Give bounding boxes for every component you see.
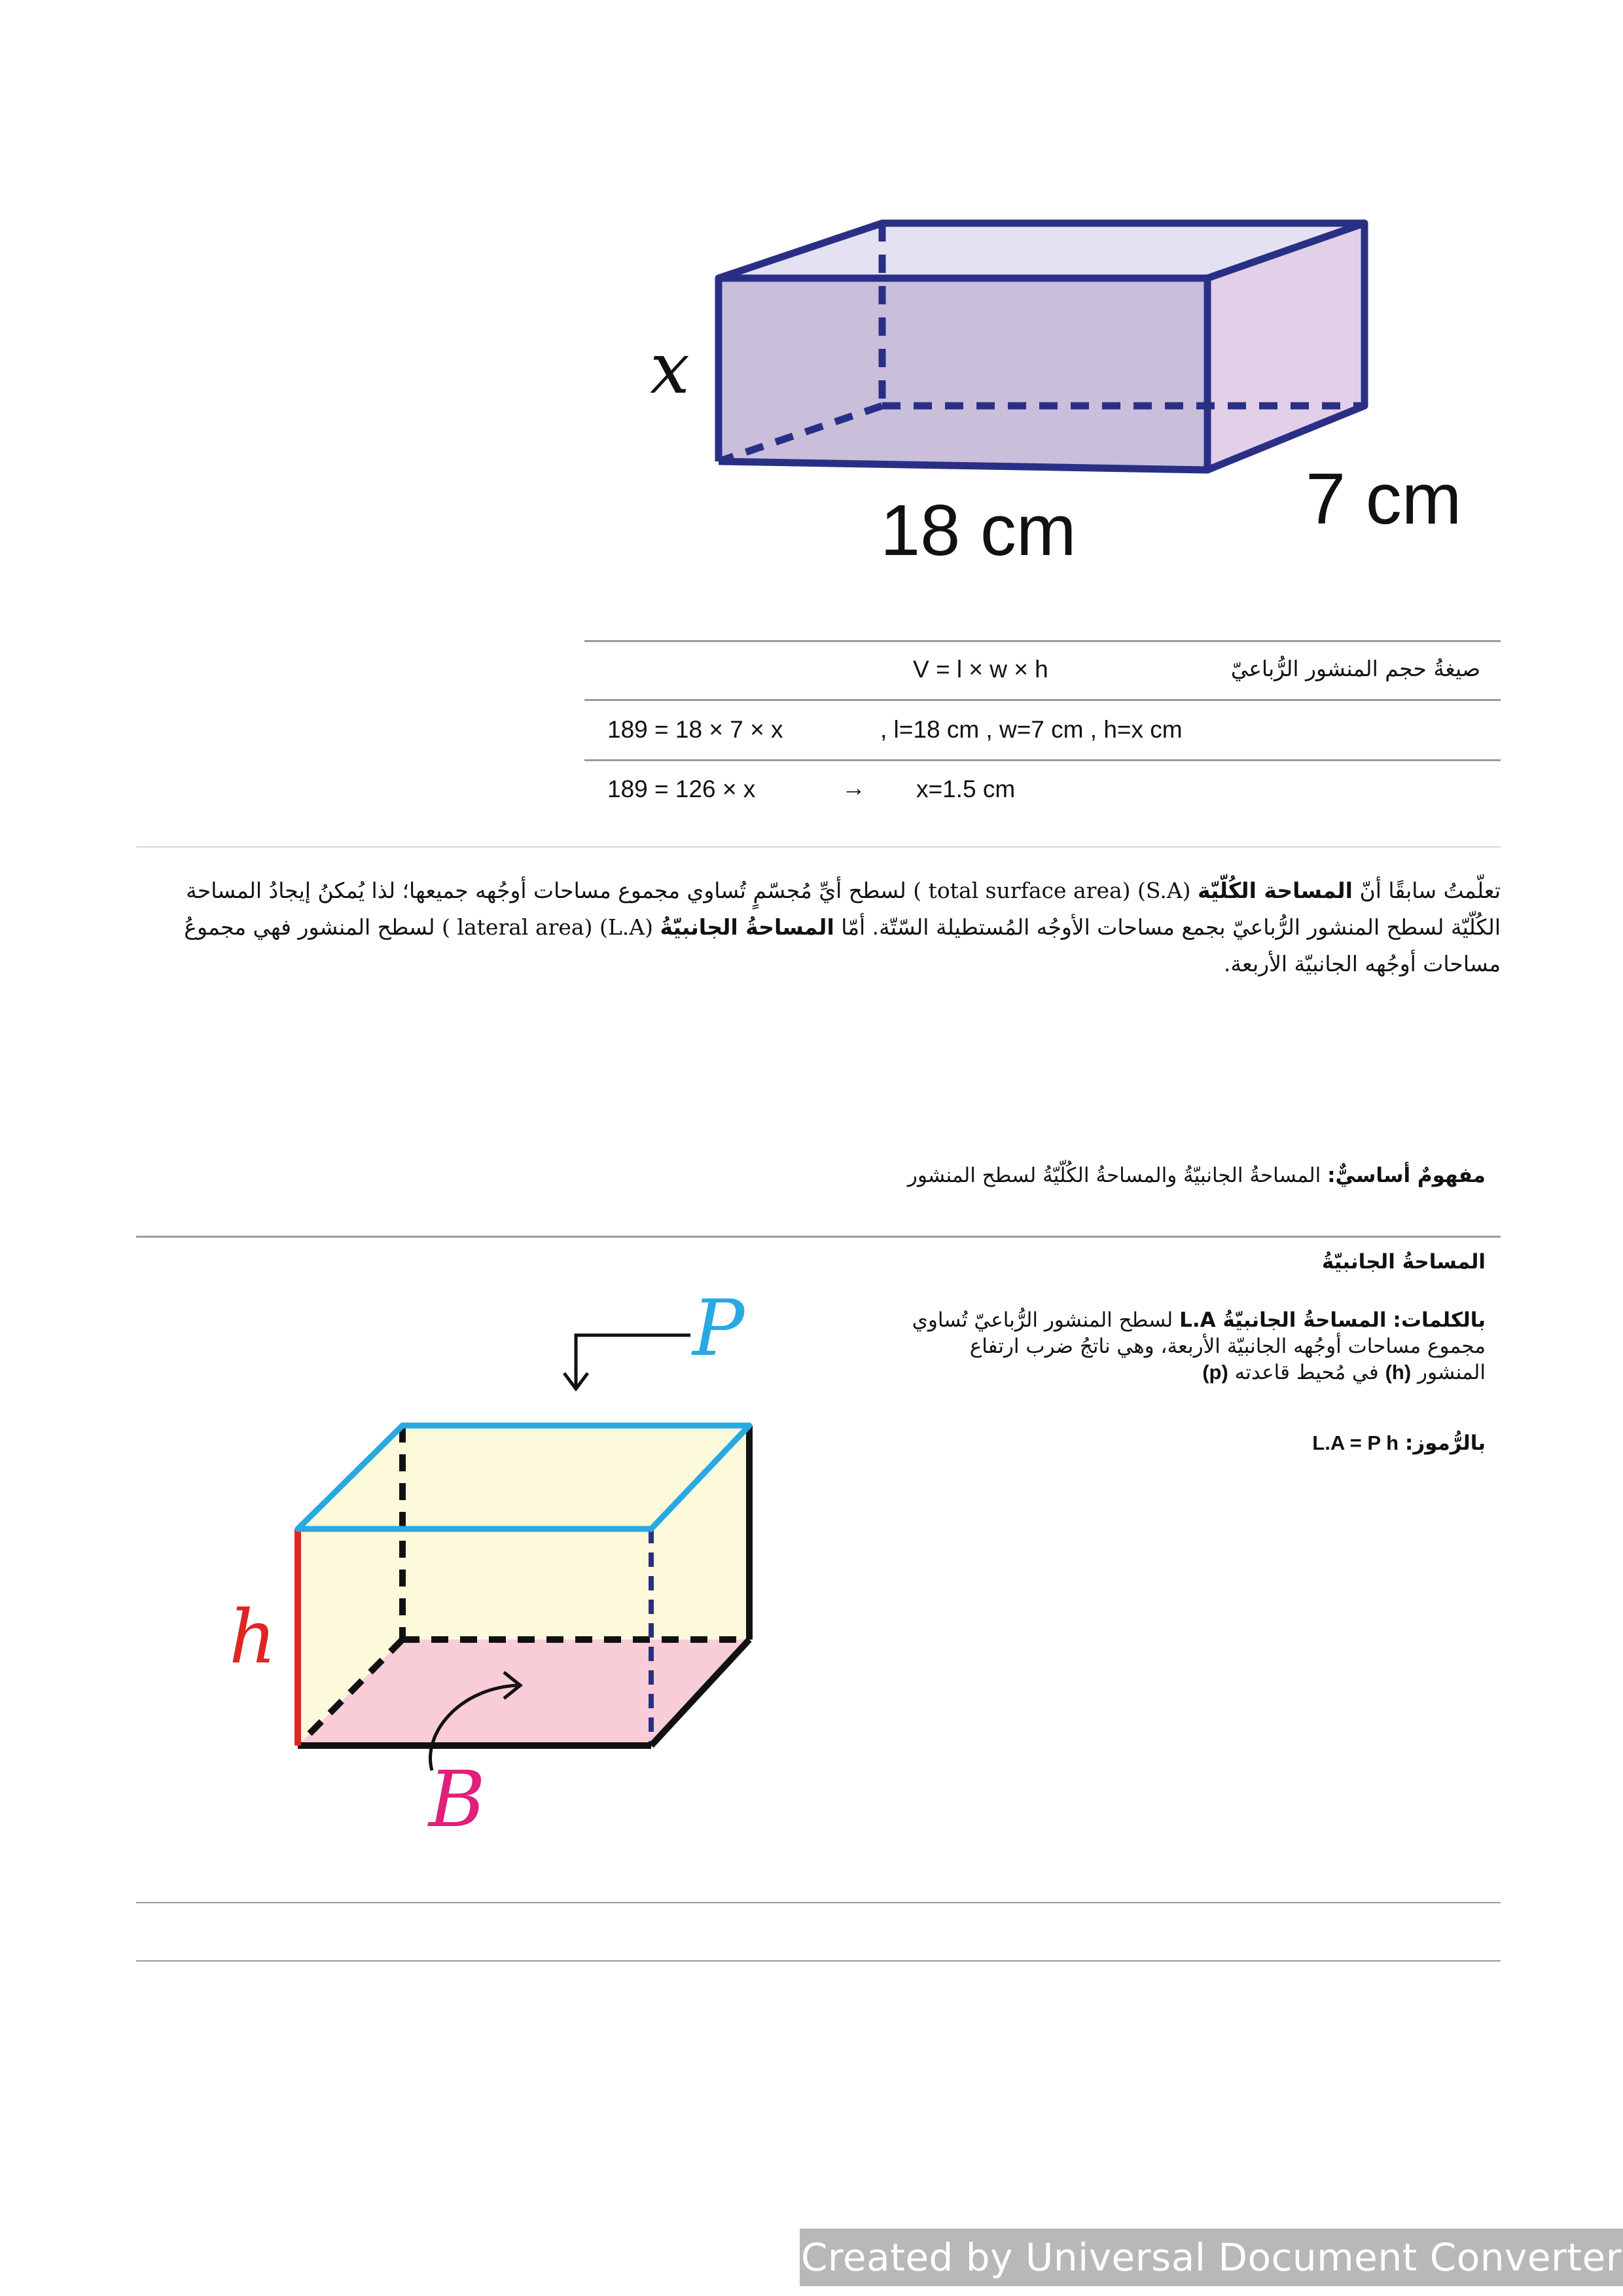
concept-title: مفهومٌ أساسيٌّ: المساحةُ الجانبيّةُ والمساحةُ الكُلّيّةُ لسطح المنشور <box>907 1164 1486 1187</box>
equation-step-2: 189 = 126 × x <box>607 776 756 802</box>
given-values: , l=18 cm , w=7 cm , h=x cm <box>880 716 1183 743</box>
width-label: 7 cm <box>1306 459 1462 539</box>
concept-subheading: المساحةُ الجانبيّةُ <box>1321 1250 1486 1274</box>
formula-volume-caption: صيغةُ حجم المنشور الرُّباعيّ <box>1230 656 1480 681</box>
lateral-area-symbols: بالرُّموز: L.A = P h <box>1312 1431 1486 1455</box>
perimeter-pointer-arrow <box>576 1335 690 1388</box>
height-label-h: h <box>229 1595 277 1680</box>
equation-step-1: 189 = 18 × 7 × x <box>607 716 783 743</box>
formula-volume: V = l × w × h <box>913 656 1048 683</box>
converter-watermark: Created by Universal Document Converter <box>800 2229 1623 2286</box>
solution-x: x=1.5 cm <box>916 776 1016 802</box>
lateral-area-formula: L.A = P h <box>1312 1431 1399 1454</box>
length-label: 18 cm <box>880 490 1077 571</box>
intro-paragraph: تعلّمتُ سابقًا أنّ المساحة الكُلّيّة ( total surface area) (S.A) لسطح أيِّ مُجسّمٍ تُساوي مجموع مساحات أوجُهه جميعها؛ لذا يُمكنُ إيجادُ المساحة الكُلّيّة لسطح المنشور الرُّباعيّ بجمع مساحات الأوجُه المُستطيلة السّتّة. أمّا المساحةُ الجانبيّةُ ( lateral area) (L.A) لسطح المنشور فهي مجموعُ مساحات أوجُهه الجانبيّة الأربعة. <box>184 878 1501 977</box>
term-lateral-area: المساحةُ الجانبيّةُ <box>660 914 834 940</box>
base-label-b: B <box>429 1754 486 1844</box>
arrow-symbol: → <box>842 774 866 801</box>
perimeter-label-p: P <box>692 1283 745 1373</box>
section-divider <box>136 1960 1501 1962</box>
section-divider <box>136 1902 1501 1903</box>
height-label-x: x <box>650 328 690 410</box>
term-total-surface-area: المساحة الكُلّيّة <box>1198 878 1353 903</box>
lateral-area-definition: بالكلمات: المساحةُ الجانبيّةُ L.A لسطح المنشور الرُّباعيّ تُساوي مجموع مساحات أوجُهه الجانبيّة الأربعة، وهي ناتجُ ضرب ارتفاع المنشور (h) في مُحيط قاعدته (p) <box>912 1308 1486 1384</box>
